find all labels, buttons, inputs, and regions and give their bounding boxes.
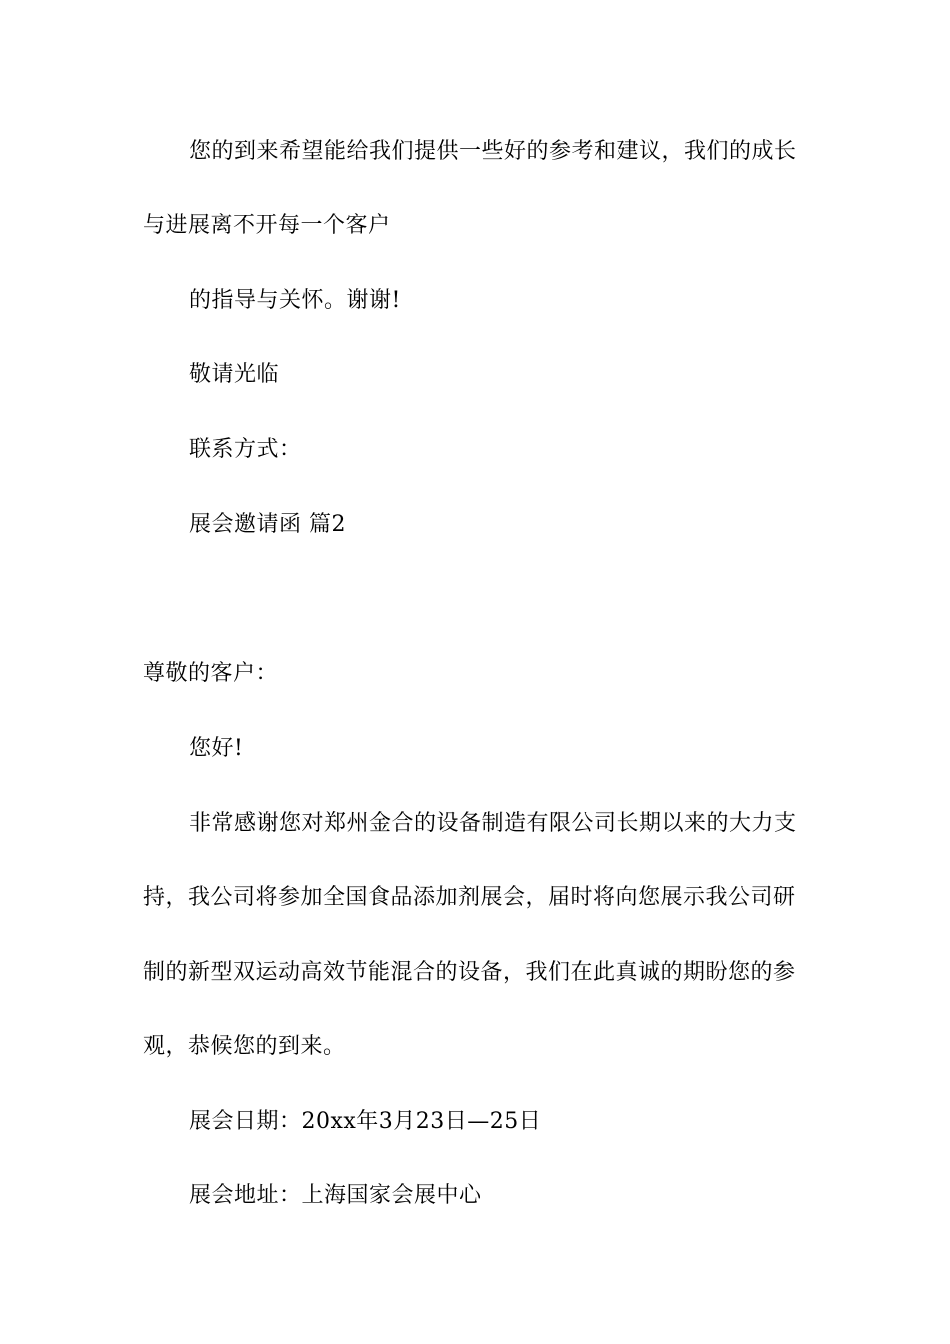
closing-text: 敬请光临 <box>189 362 280 387</box>
contact-label: 联系方式： <box>189 437 302 462</box>
salutation: 尊敬的客户： <box>143 661 279 686</box>
paragraph-line: 您的到来希望能给我们提供一些好的参考和建议，我们的成长 <box>189 139 797 164</box>
paragraph-line: 非常感谢您对郑州金合的设备制造有限公司长期以来的大力支 <box>189 811 797 836</box>
greeting: 您好! <box>189 736 244 761</box>
paragraph-line: 与进展离不开每一个客户 <box>143 213 391 238</box>
paragraph-line: 持，我公司将参加全国食品添加剂展会，届时将向您展示我公司研 <box>143 885 796 910</box>
paragraph-line: 观，恭候您的到来。 <box>143 1034 346 1059</box>
section-heading: 展会邀请函 篇2 <box>189 512 346 537</box>
exhibition-address: 展会地址：上海国家会展中心 <box>189 1183 482 1208</box>
paragraph-line: 制的新型双运动高效节能混合的设备，我们在此真诚的期盼您的参 <box>143 960 796 985</box>
paragraph-text: 的指导与关怀。谢谢! <box>189 288 401 313</box>
exhibition-date: 展会日期：20xx年3月23日—25日 <box>189 1109 542 1134</box>
